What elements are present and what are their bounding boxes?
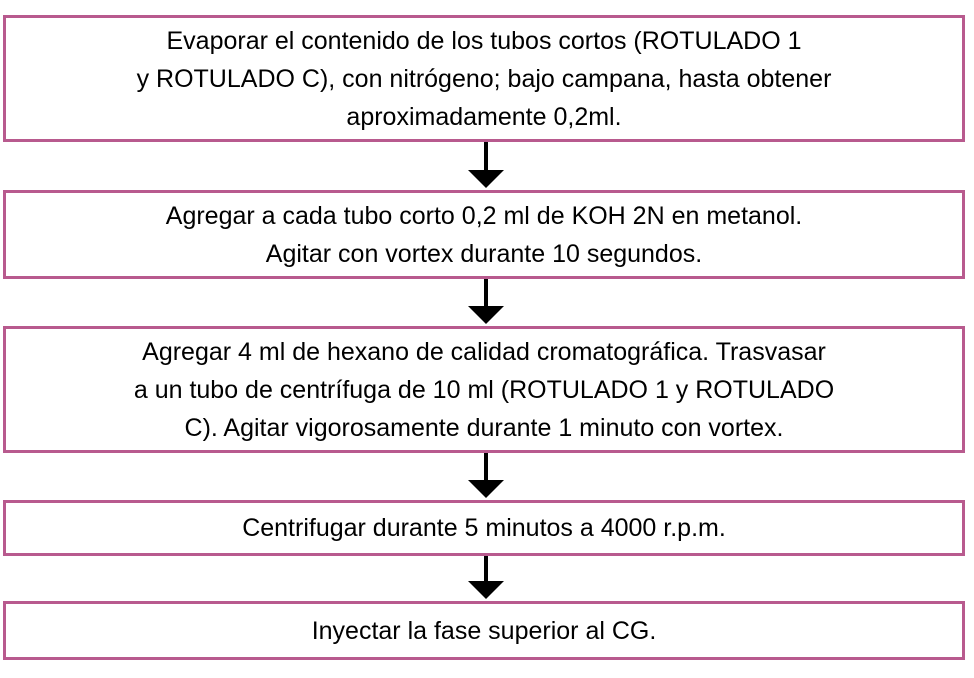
step-text — [242, 509, 726, 547]
step-text-line: Centrifugar durante 5 minutos a 4000 r.p.m. — [242, 514, 726, 542]
arrow-down-icon — [467, 453, 505, 500]
arrow-down-icon — [467, 142, 505, 190]
step-text-line: y ROTULADO C), con nitrógeno; bajo campana, hasta obtener — [136, 64, 832, 93]
flow-step-agregar-hexano — [3, 326, 965, 453]
step-text — [166, 197, 802, 273]
step-text — [134, 333, 834, 447]
step-text-line: Agregar a cada tubo corto 0,2 ml de KOH 2N en metanol. — [165, 201, 803, 230]
flow-step-inyectar — [3, 601, 965, 660]
flow-step-evaporar — [3, 15, 965, 142]
step-text-line: a un tubo de centrífuga de 10 ml (ROTULADO 1 y ROTULADO — [133, 375, 835, 404]
arrow-down-icon — [467, 556, 505, 601]
step-text — [312, 612, 657, 650]
step-text — [137, 22, 832, 136]
flow-step-agregar-koh — [3, 190, 965, 279]
arrow-down-icon — [467, 279, 505, 326]
step-text-line: Agitar con vortex durante 10 segundos. — [265, 239, 703, 268]
step-text-line: Inyectar la fase superior al CG. — [311, 616, 657, 645]
step-text-line: Agregar 4 ml de hexano de calidad cromatográfica. Trasvasar — [142, 337, 826, 366]
step-text-line: Evaporar el contenido de los tubos cortos (ROTULADO 1 — [166, 26, 802, 55]
step-text-line: C). Agitar vigorosamente durante 1 minuto con vortex. — [184, 413, 784, 442]
flow-step-centrifugar — [3, 500, 965, 556]
step-text-line: aproximadamente 0,2ml. — [346, 102, 622, 131]
